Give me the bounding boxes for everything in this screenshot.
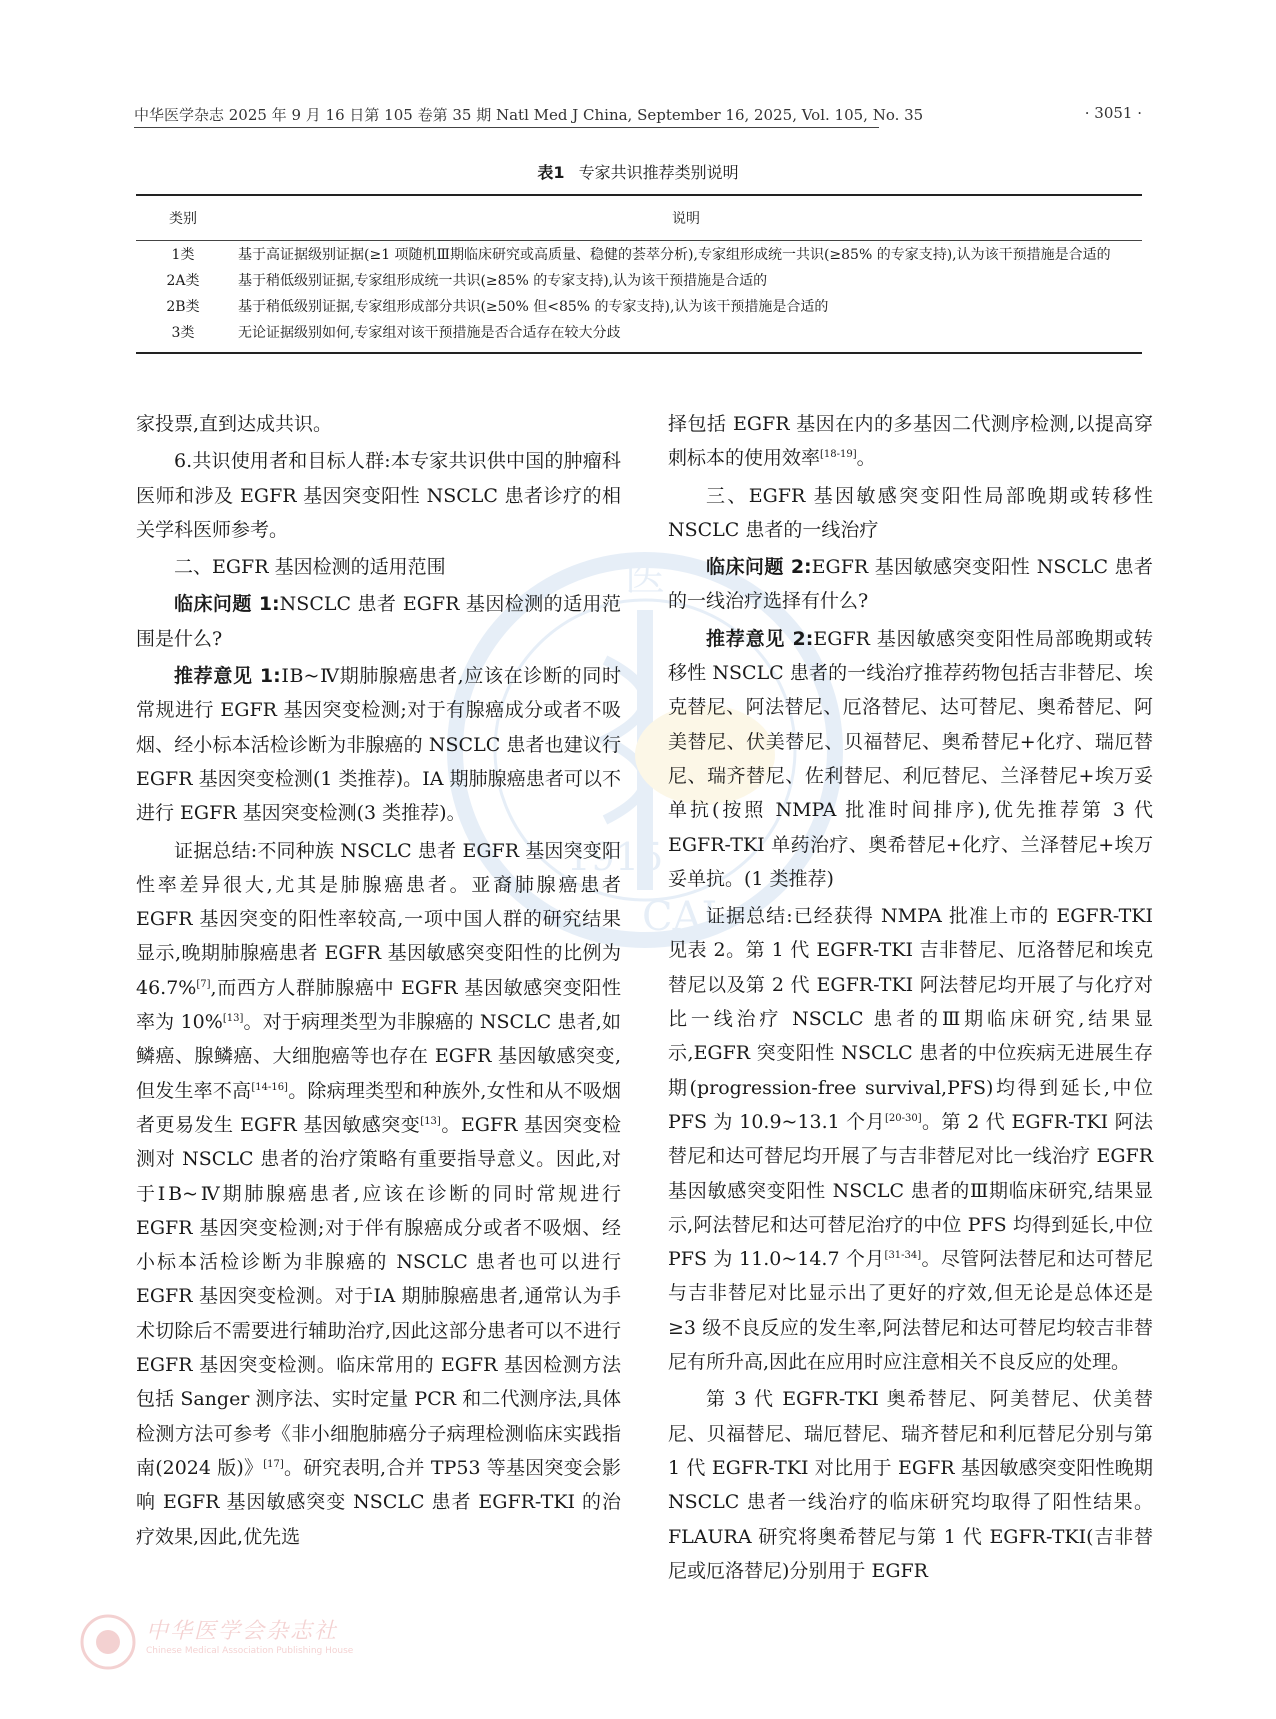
table-caption [134,160,1142,183]
table-bottom-rule [136,352,1142,354]
citation: [7] [196,978,211,990]
citation: [18-19] [820,449,857,461]
recommendation-1 [136,659,621,830]
evidence-summary [136,834,621,1554]
recommendation-text: ⅠB~Ⅳ期肺腺癌患者,应该在诊断的同时常规进行 EGFR 基因突变检测;对于有腺癌成分或者不吸烟、经小标本活检诊断为非腺癌的 NSCLC 患者也建议行 EGFR 基因突变检测(1 类推荐)。ⅠA 期肺腺癌患者可以不进行 EGFR 基因突变检测(3 类推荐)。 [136,665,621,825]
row-category: 2B类 [166,299,200,315]
row-category: 2A类 [166,273,200,289]
table-title: 专家共识推荐类别说明 [578,163,739,182]
paragraph: 6.共识使用者和目标人群:本专家共识供中国的肿瘤科医师和涉及 EGFR 基因突变阳性 NSCLC 患者诊疗的相关学科医师参考。 [136,450,621,541]
header-rule [134,127,879,128]
section-heading: 三、EGFR 基因敏感突变阳性局部晚期或转移性 NSCLC 患者的一线治疗 [668,484,1153,541]
paragraph: 家投票,直到达成共识。 [136,413,333,435]
row-description: 基于稍低级别证据,专家组形成统一共识(≥85% 的专家支持),认为该干预措施是合适的 [238,273,768,289]
citation: [31-34] [884,1250,922,1262]
header-category: 类别 [169,211,197,227]
header-description: 说明 [672,211,700,227]
recommendation-label: 推荐意见 2: [706,627,814,650]
text-run: 。对于病理类型为非腺癌的 NSCLC 患者,如鳞癌、腺鳞癌、大细胞癌等也存在 EGFR 基因敏感突变,但发生率不高 [136,1011,621,1102]
journal-citation: 中华医学杂志 2025 年 9 月 16 日第 105 卷第 35 期 Natl Med J China, September 16, 2025, Vol. 105, No. 35 [134,106,924,124]
paragraph [668,407,1153,476]
citation: [13] [222,1013,244,1025]
text-run: 择包括 EGFR 基因在内的多基因二代测序检测,以提高穿刺标本的使用效率 [668,413,1153,470]
text-run: 。除病理类型和种族外,女性和从不吸烟者更易发生 EGFR 基因敏感突变 [136,1079,621,1136]
publisher-logo [80,1610,440,1670]
text-run: 。 [856,447,876,470]
publisher-seal-icon [80,1614,136,1670]
publisher-name-en: Chinese Medical Association Publishing House [146,1646,354,1656]
text-run: 证据总结:不同种族 NSCLC 患者 EGFR 基因突变阳性率差异很大,尤其是肺腺癌患者。亚裔肺腺癌患者 EGFR 基因突变的阳性率较高,一项中国人群的研究结果显示,晚期肺腺癌患者 EGFR 基因敏感突变阳性的比例为 46.7% [136,839,621,999]
table-header-row [136,196,1142,240]
text-run: 。尽管阿法替尼和达可替尼与吉非替尼对比显示出了更好的疗效,但无论是总体还是≥3 级不良反应的发生率,阿法替尼和达可替尼均较吉非替尼有所升高,因此在应用时应注意相关不良反应的处理。 [668,1248,1153,1374]
row-description: 基于稍低级别证据,专家组形成部分共识(≥50% 但<85% 的专家支持),认为该干预措施是合适的 [238,299,829,315]
clinical-question-1 [136,587,621,656]
citation: [14-16] [251,1081,288,1093]
watermark-char: 医 [625,554,665,600]
text-run: 。研究表明,合并 TP53 等基因突变会影响 EGFR 基因敏感突变 NSCLC 患者 EGFR-TKI 的治疗效果,因此,优先选 [136,1456,621,1548]
row-description: 无论证据级别如何,专家组对该干预措施是否合适存在较大分歧 [238,325,621,341]
text-run: 。第 2 代 EGFR-TKI 阿法替尼和达可替尼均开展了与吉非替尼对比一线治疗 EGFR 基因敏感突变阳性 NSCLC 患者的Ⅲ期临床研究,结果显示,阿法替尼和达可替尼治疗的中位 PFS 均得到延长,中位 PFS 为 11.0~14.7 个月 [668,1110,1153,1271]
text-run: ,而西方人群肺腺癌中 EGFR 基因敏感突变阳性率为 10% [136,976,621,1034]
watermark-staff [637,610,653,890]
publisher-name-cn: 中华医学会杂志社 [146,1619,339,1644]
citation: [17] [263,1458,284,1470]
text-run: 。EGFR 基因突变检测对 NSCLC 患者的治疗策略有重要指导意义。因此,对于ⅠB~Ⅳ期肺腺癌患者,应该在诊断的同时常规进行 EGFR 基因突变检测;对于伴有腺癌成分或者不吸烟、经小标本活检诊断为非腺癌的 NSCLC 患者也可以进行 EGFR 基因突变检测。对于ⅠA 期肺腺癌患者,通常认为手术切除后不需要进行辅助治疗,因此这部分患者可以不进行 EGFR 基因突变检测。临床常用的 EGFR 基因检测方法包括 Sanger 测序法、实时定量 PCR 和二代测序法,具体检测方法可参考《非小细胞肺癌分子病理检测临床实践指南(2024 版)》 [136,1113,621,1479]
left-column [136,407,621,1557]
page-number: · 3051 · [1084,104,1142,122]
row-category: 1类 [171,247,195,263]
paragraph: 第 3 代 EGFR-TKI 奥希替尼、阿美替尼、伏美替尼、贝福替尼、瑞厄替尼、瑞齐替尼和利厄替尼分别与第 1 代 EGFR-TKI 对比用于 EGFR 基因敏感突变阳性晚期 NSCLC 患者一线治疗的临床研究均取得了阳性结果。FLAURA 研究将奥希替尼与第 1 代 EGFR-TKI(吉非替尼或厄洛替尼)分别用于 EGFR [668,1388,1153,1582]
row-description: 基于高证据级别证据(≥1 项随机Ⅲ期临床研究或高质量、稳健的荟萃分析),专家组形成统一共识(≥85% 的专家支持),认为该干预措施是合适的 [238,247,1111,263]
row-category: 3类 [171,325,195,341]
table-body [136,241,1142,352]
recommendation-2 [668,622,1153,896]
table-row [136,296,1142,318]
citation: [20-30] [884,1112,922,1124]
table-label: 表1 [537,163,565,182]
question-label: 临床问题 2: [706,556,812,579]
recommendation-label: 推荐意见 1: [174,665,281,688]
evidence-summary [668,899,1153,1379]
clinical-question-2 [668,550,1153,619]
table-row [136,270,1142,292]
recommendation-text: EGFR 基因敏感突变阳性局部晚期或转移性 NSCLC 患者的一线治疗推荐药物包括吉非替尼、埃克替尼、阿法替尼、厄洛替尼、达可替尼、奥希替尼、阿美替尼、伏美替尼、贝福替尼、奥希替尼+化疗、瑞厄替尼、瑞齐替尼、佐利替尼、利厄替尼、兰泽替尼+埃万妥单抗(按照 NMPA 批准时间排序),优先推荐第 3 代 EGFR-TKI 单药治疗、奥希替尼+化疗、兰泽替尼+埃万妥单抗。(1 类推荐) [668,627,1154,890]
watermark-year: 1915 [566,835,664,879]
citation: [13] [420,1115,441,1127]
table-row [136,322,1142,344]
watermark-text: CAL [641,894,729,940]
text-run: 证据总结:已经获得 NMPA 批准上市的 EGFR-TKI 见表 2。第 1 代 EGFR-TKI 吉非替尼、厄洛替尼和埃克替尼以及第 2 代 EGFR-TKI 阿法替尼均开展了与化疗对比一线治疗 NSCLC 患者的Ⅲ期临床研究,结果显示,EGFR 突变阳性 NSCLC 患者的中位疾病无进展生存期(progression-free survival,PFS)均得到延长,中位 PFS 为 10.9~13.1 个月 [668,905,1153,1133]
right-column [668,407,1153,1591]
running-header [134,100,1142,126]
question-label: 临床问题 1: [174,593,280,616]
table-row [136,244,1142,266]
question-text: EGFR 基因敏感突变阳性 NSCLC 患者的一线治疗选择有什么? [668,556,1153,613]
section-heading: 二、EGFR 基因检测的适用范围 [174,556,446,579]
question-text: NSCLC 患者 EGFR 基因检测的适用范围是什么? [136,593,621,650]
recommendation-table [136,194,1142,354]
